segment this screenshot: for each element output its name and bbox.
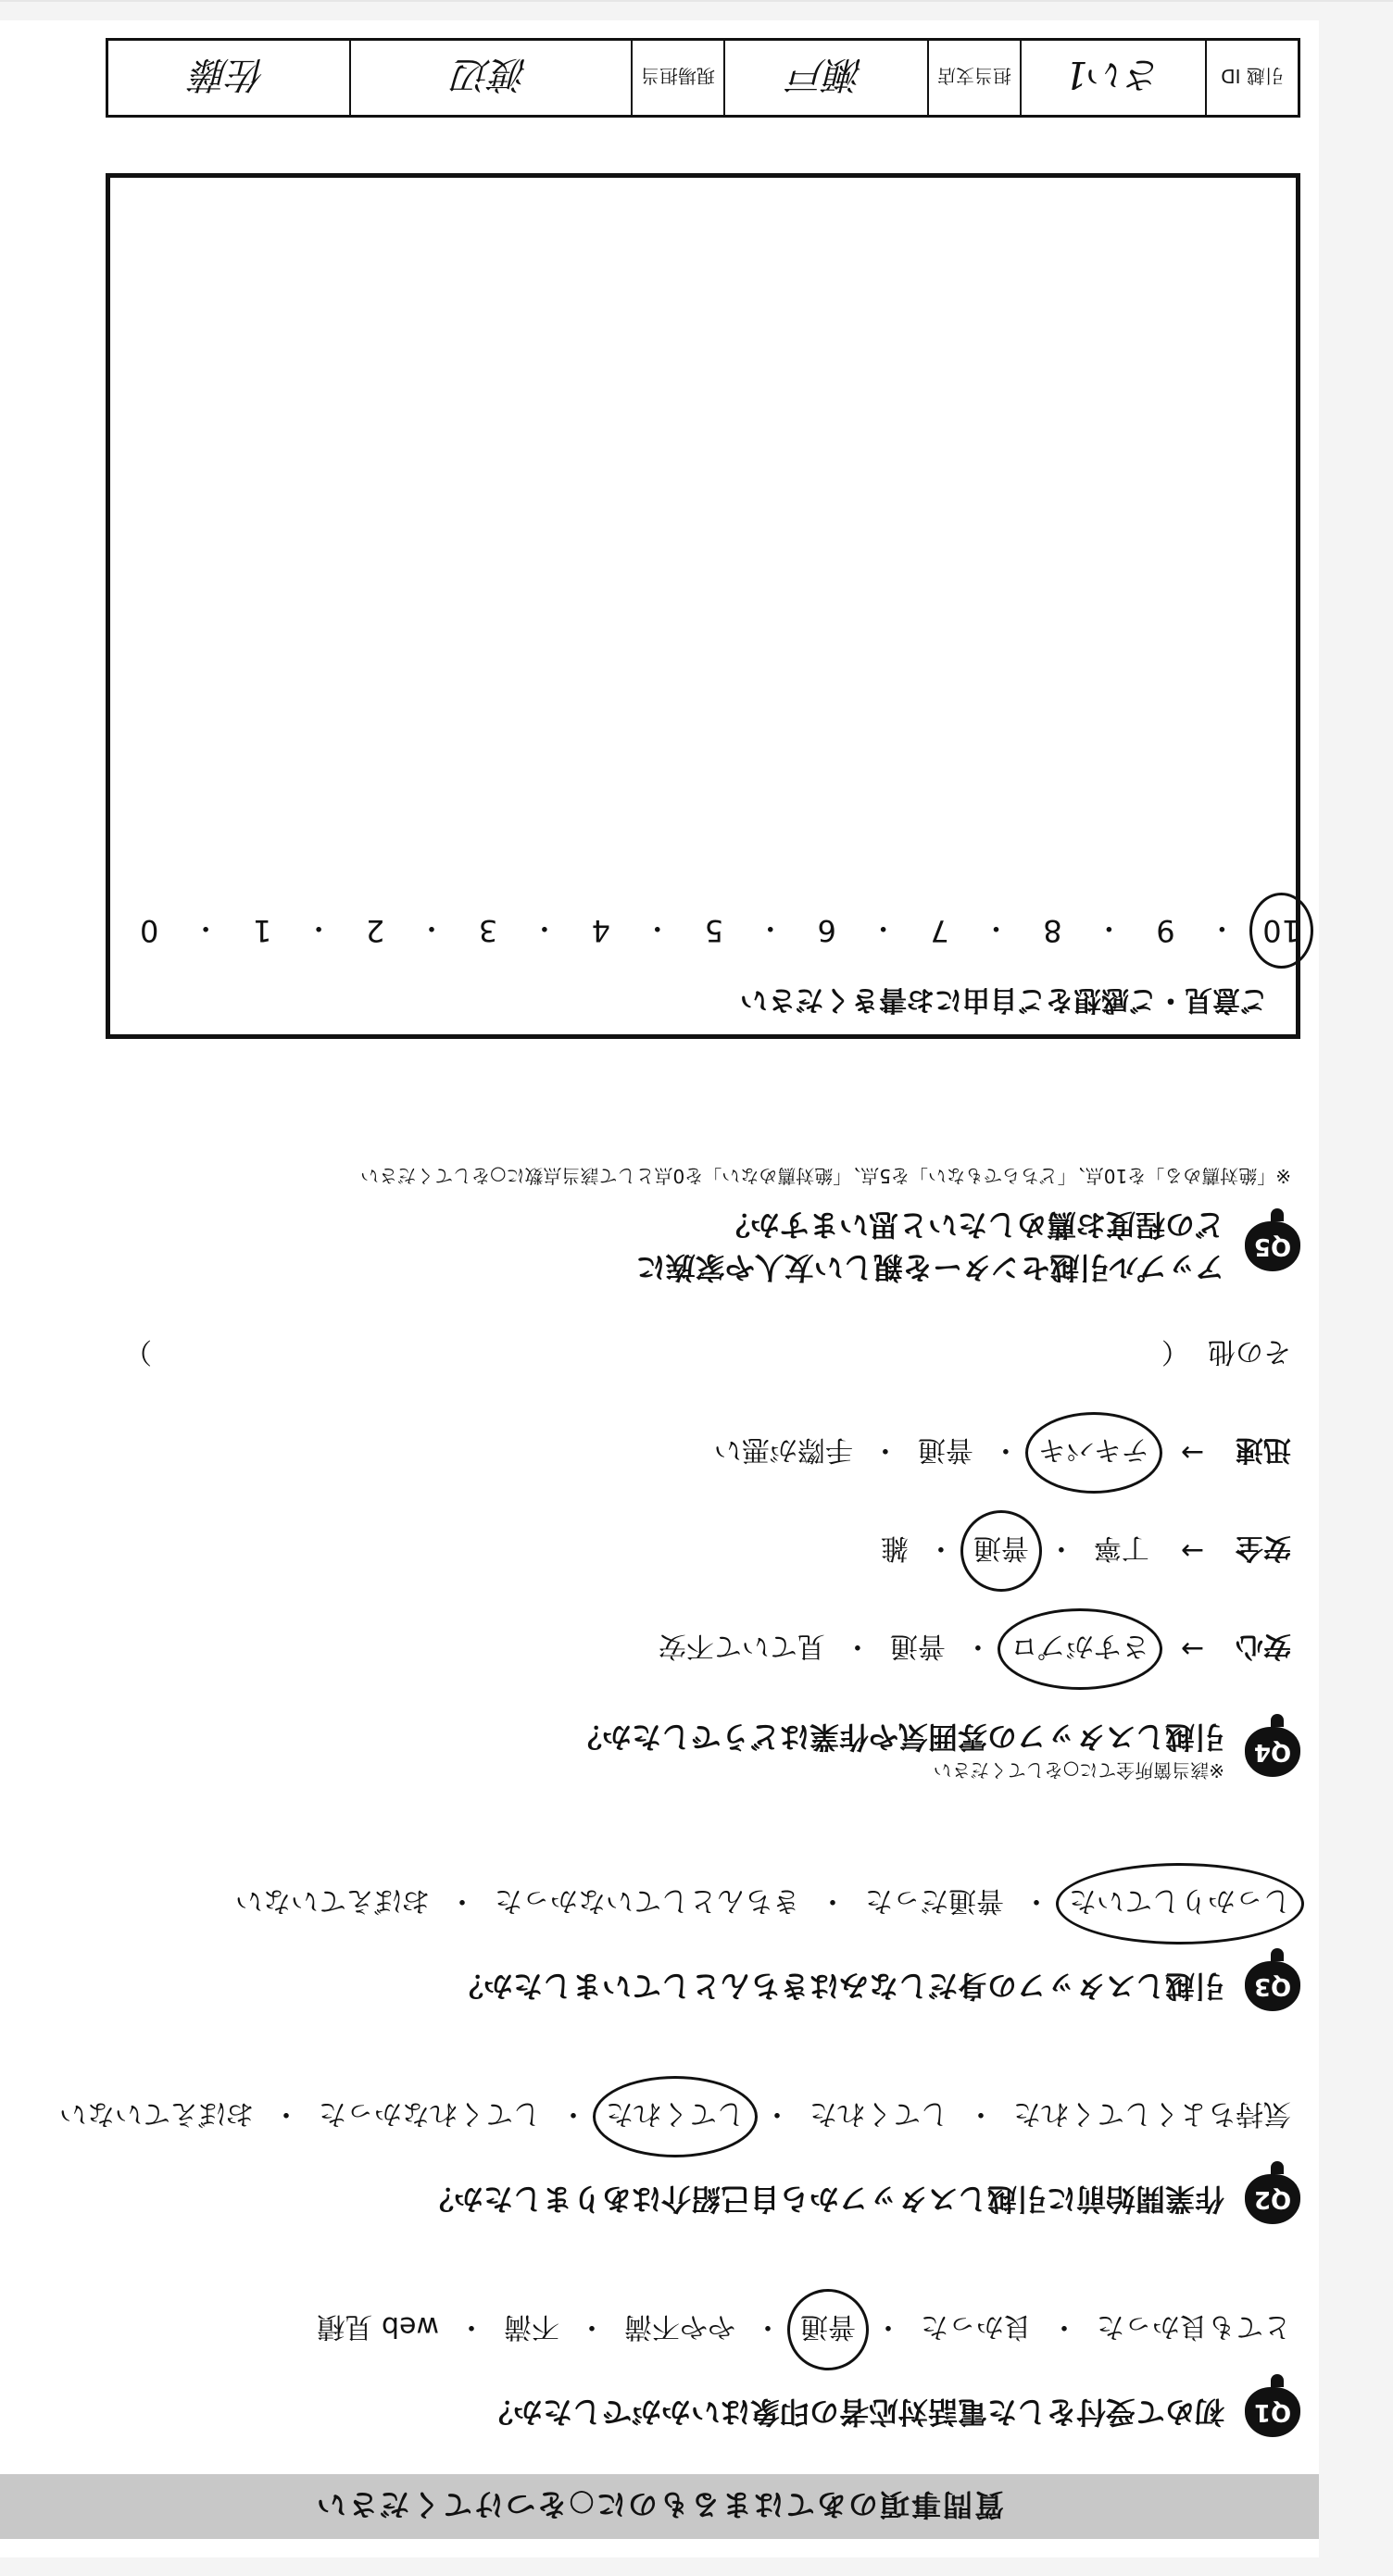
q4-other-close: ） [124,1335,152,1368]
scale-option-selected[interactable]: 10 [1262,913,1300,948]
q2-choice[interactable]: おぼえていない [59,2097,254,2130]
scale-option[interactable]: 6 [817,913,836,948]
scale-option[interactable]: 0 [140,913,159,948]
q1-choice[interactable]: 不満 [504,2310,559,2343]
scale-option[interactable]: 3 [478,913,498,948]
q4-row-label: 安全 [1236,1532,1291,1564]
q4-row-anshin: 安心 → さすがプロ ・ 普通 ・ 見ていて不安 [124,1629,1300,1669]
branch-label: 担当支店 [927,41,1020,115]
q2-badge: Q2 [1245,2174,1300,2224]
q4-choice[interactable]: 手際が悪い [713,1433,853,1466]
q4-other-row [124,1334,1300,1375]
scale-option[interactable]: 4 [591,913,611,948]
q3-choice[interactable]: 普通だった [865,1884,1004,1917]
scale-option[interactable]: 2 [365,913,385,948]
comment-title: ご意見・ご感想をご自由にお書きください [740,983,1268,1016]
q1-choice-selected[interactable]: 普通 [800,2309,856,2350]
q1-text: 初めて受付をした電話対応者の印象はいかがでしたか？ [483,2395,1224,2430]
q4-row-jinsoku: 迅速 → テキパキ ・ 普通 ・ 手際が悪い [124,1432,1300,1473]
staff-signature: 佐藤 [192,53,266,96]
q4-row-anzen: 安全 → 丁寧 ・ 普通 ・ 雑 [124,1531,1300,1571]
arrow-right-icon: → [1180,1436,1204,1469]
q3-text: 引越しスタッフの身だしなみはきちんとしていましたか？ [453,1969,1224,2004]
q1-choice[interactable]: 良かった [921,2310,1032,2343]
q5-badge: Q5 [1245,1221,1300,1271]
comment-box[interactable] [106,173,1300,1039]
q2-text: 作業開始前に引越しスタッフから自己紹介はありましたか？ [423,2182,1224,2217]
question-4 [124,1334,1300,1789]
q3-badge: Q3 [1245,1961,1300,2011]
move-id-value: さい1 [1020,41,1205,115]
q1-badge: Q1 [1245,2387,1300,2437]
q1-choice[interactable]: とても良かった [1097,2310,1291,2343]
q3-choices: しっかりしていた ・ 普通だった ・ きちんとしていなかった ・ おぼえていない [235,1883,1300,1924]
q4-choice[interactable]: 見ていて不安 [658,1630,825,1662]
scale-option[interactable]: 5 [704,913,723,948]
q4-note: ※該当箇所全てに○をしてください [933,1759,1224,1782]
scale-option[interactable]: 9 [1156,913,1175,948]
q3-choice[interactable]: おぼえていない [235,1884,430,1917]
q5-text-line2: どの程度お薦めしたいと思いますか？ [720,1207,1224,1243]
q5-note: ※「絶対薦める」を10点、「どちらでもない」を5点、「絶対薦めない」を0点として該当点数に○をしてください [360,1165,1291,1187]
q2-choice-selected[interactable]: してくれた [606,2096,745,2137]
q1-choice[interactable]: web 見積 [317,2310,439,2343]
q2-choice[interactable]: してくれなかった [319,2097,541,2130]
q3-choice-selected[interactable]: しっかりしていた [1069,1883,1291,1924]
q1-choices: とても良かった ・ 良かった ・ 普通 ・ やや不満 ・ 不満 ・ web 見積 [317,2309,1300,2350]
move-id-label: 引越 ID [1205,41,1298,115]
question-2 [59,2096,1300,2224]
q1-choice[interactable]: やや不満 [624,2310,735,2343]
q4-choice[interactable]: 丁寧 [1093,1532,1149,1564]
q4-row-label: 迅速 [1236,1433,1291,1466]
q2-choice[interactable]: してくれた [809,2097,948,2130]
q2-choice[interactable]: 気持ちよくしてくれた [1013,2097,1291,2130]
footer-table [106,38,1300,118]
q4-choice[interactable]: 普通 [917,1433,973,1466]
q4-choice[interactable]: 普通 [889,1630,946,1662]
q4-badge: Q4 [1245,1728,1300,1778]
q4-choice-selected[interactable]: テキパキ [1038,1432,1149,1473]
scale-option[interactable]: 8 [1043,913,1062,948]
q3-choice[interactable]: きちんとしていなかった [495,1884,800,1917]
q5-text-line1: アップル引越センターを親しい友人や家族に [635,1250,1224,1285]
q4-other-label: その他 [1208,1335,1291,1368]
site-staff-label: 現場担当 [631,41,723,115]
site-staff-value: 渡辺 [349,41,631,115]
question-3 [235,1883,1300,2011]
question-5 [360,1164,1300,1289]
q4-row-label: 安心 [1236,1630,1291,1662]
scale-option[interactable]: 1 [252,913,272,948]
q4-choice-selected[interactable]: さすがプロ [1010,1629,1149,1669]
instruction-banner: 質問事項のあてはまるものに○をつけてください [0,2474,1319,2539]
q4-text: 引越しスタッフの雰囲気や作業はどうでしたか？ [571,1719,1224,1755]
arrow-right-icon: → [1180,1632,1204,1666]
q2-choices: 気持ちよくしてくれた ・ してくれた ・ してくれた ・ してくれなかった ・ おぼえていない [59,2096,1300,2137]
q4-choice[interactable]: 雑 [880,1532,909,1564]
question-1 [317,2309,1300,2437]
branch-value: 瀬戸 [723,41,927,115]
q4-choice-selected[interactable]: 普通 [973,1531,1029,1571]
scale-option[interactable]: 7 [930,913,949,948]
q5-scale: 10 ・ 9 ・ 8 ・ 7 ・ 6 ・ 5 ・ 4 ・ 3 ・ 2 ・ 1 ・ 0 [133,910,1300,951]
q4-other-open: （ [1161,1335,1189,1368]
arrow-right-icon: → [1180,1534,1204,1568]
